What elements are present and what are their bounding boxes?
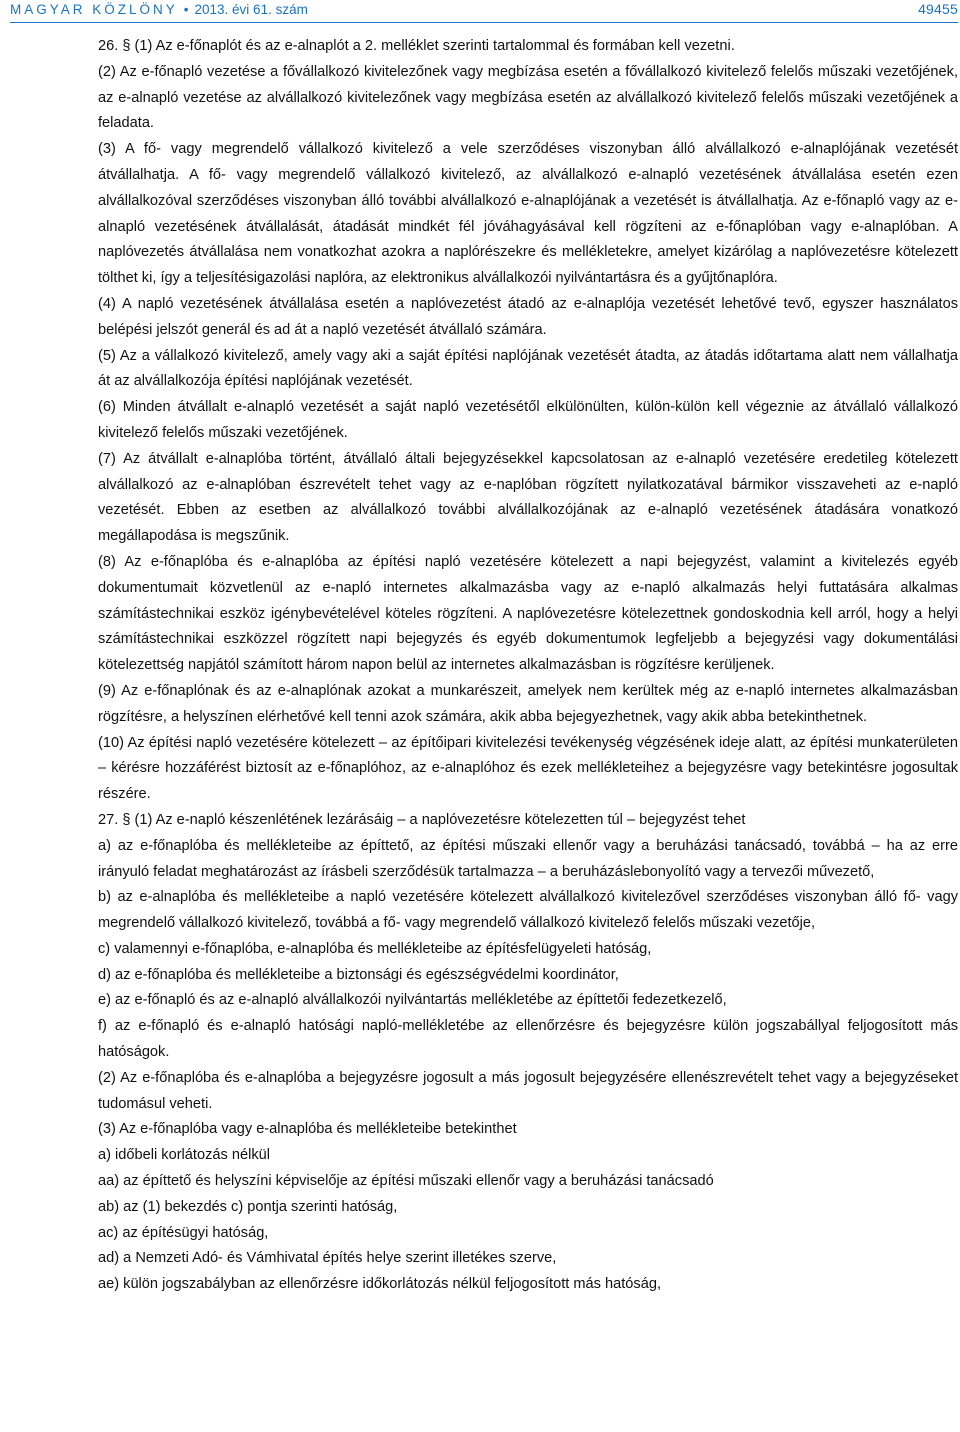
paragraph: (5) Az a vállalkozó kivitelező, amely vagy aki a saját építési naplójának vezetését átadta, az átadás időtartama alatt nem vállalhatja át az alvállalkozója építési naplójának vezetését.: [98, 347, 958, 390]
paragraph: (7) Az átvállalt e-alnaplóba történt, átvállaló általi bejegyzésekkel kapcsolatosan az e-alnapló vezetésére eredetileg kötelezett alvállalkozó az e-alnaplóban észrevételt tehet vagy az e-naplóban rögzített nyilatkozatával bármikor visszaveheti az e-napló vezetését. Ebben az esetben az alvállalkozó további alvállalkozójának az e-alnapló vezetésének átadására vonatkozó megállapodása is megszűnik.: [98, 450, 958, 545]
paragraph: (8) Az e-főnaplóba és e-alnaplóba az építési napló vezetésére kötelezett a napi bejegyzést, valamint a kivitelezés egyéb dokumentumait közvetlenül az e-napló internetes alkalmazásba vagy az e-napló alkalmazás helyi futtatására alkalmas számítástechnikai eszköz igénybevételével köteles rögzíteni. A naplóvezetésre kötelezettnek gondoskodnia kell arról, hogy a helyi számítástechnikai eszközzel rögzített napi bejegyzés és egyéb dokumentumok legfeljebb a bejegyzési vagy dokumentálási kötelezettség napjától számított három napon belül az internetes alkalmazásban is rögzítésre kerüljenek.: [98, 553, 958, 674]
page-number: 49455: [918, 1, 958, 17]
list-item: ab) az (1) bekezdés c) pontja szerinti hatóság,: [98, 1198, 398, 1215]
document-body: [98, 34, 958, 1298]
paragraph: (6) Minden átvállalt e-alnapló vezetését a saját napló vezetésétől elkülönülten, külön-külön kell végeznie az átvállaló vállalkozó kivitelező felelős műszaki vezetőjének.: [98, 399, 958, 441]
list-item: c) valamennyi e-főnaplóba, e-alnaplóba és mellékleteibe az építésfelügyeleti hatóság,: [98, 940, 652, 957]
running-head: [10, 2, 308, 17]
paragraph: (9) Az e-főnaplónak és az e-alnaplónak azokat a munkarészeit, amelyek nem kerültek még az e-napló internetes alkalmazásban rögzítésre, a helyszínen elérhetővé kell tenni azok számára, akik abba bejegyezhetnek, vagy akik abba betekinthetnek.: [98, 682, 958, 725]
list-item: a) időbeli korlátozás nélkül: [98, 1147, 270, 1164]
list-item: aa) az építtető és helyszíni képviselője az építési műszaki ellenőr vagy a beruházási tanácsadó: [98, 1173, 714, 1190]
paragraph: (3) Az e-főnaplóba vagy e-alnaplóba és mellékleteibe betekinthet: [98, 1121, 517, 1138]
journal-title: MAGYAR KÖZLÖNY: [10, 1, 178, 17]
list-item: e) az e-főnapló és az e-alnapló alvállalkozói nyilvántartás mellékletébe az építtetői fedezetkezelő,: [98, 992, 727, 1009]
list-item: b) az e-alnaplóba és mellékleteibe a napló vezetésére kötelezett alvállalkozó kivitelezővel szerződéses viszonyban álló fő- vagy megrendelő vállalkozó kivitelező, továbbá a fő- vagy megrendelő vállalkozó kivitelező felelős műszaki vezetője,: [98, 889, 958, 932]
paragraph: 26. § (1) Az e-főnaplót és az e-alnaplót a 2. melléklet szerinti tartalommal és formában kell vezetni.: [98, 38, 735, 54]
issue-label: 2013. évi 61. szám: [194, 1, 308, 17]
header-divider: [10, 22, 958, 23]
paragraph: (10) Az építési napló vezetésére kötelezett – az építőipari kivitelezési tevékenység végzésének ideje alatt, az építési munkaterületen – kérésre hozzáférést biztosít az e-főnaplóhoz, az e-alnaplóhoz és ezek mellékleteihez a bejegyzésre vagy betekintésre jogosultak részére.: [98, 734, 958, 803]
page-header: [10, 0, 958, 18]
list-item: ac) az építésügyi hatóság,: [98, 1224, 269, 1241]
list-item: ad) a Nemzeti Adó- és Vámhivatal építés helye szerint illetékes szerve,: [98, 1250, 557, 1267]
list-item: f) az e-főnapló és e-alnapló hatósági napló-mellékletébe az ellenőrzésre és bejegyzésre külön jogszabállyal feljogosított más hatóságok.: [98, 1018, 958, 1061]
paragraph: (2) Az e-főnapló vezetése a fővállalkozó kivitelezőnek vagy megbízása esetén a fővállalkozó kivitelező felelős műszaki vezetőjének, az e-alnapló vezetése az alvállalkozó kivitelezőnek vagy megbízása esetén az alvállalkozó kivitelező felelős műszaki vezetőjének a feladata.: [98, 63, 958, 132]
paragraph: (2) Az e-főnaplóba és e-alnaplóba a bejegyzésre jogosult a más jogosult bejegyzésére ellenészrevételt tehet vagy a bejegyzéseket tudomásul veheti.: [98, 1069, 958, 1112]
paragraph: (4) A napló vezetésének átvállalása esetén a naplóvezetést átadó az e-alnaplója vezetését lehetővé tevő, egyszer használatos belépési jelszót generál és ad át a napló vezetését átvállaló számára.: [98, 295, 958, 338]
list-item: d) az e-főnaplóba és mellékleteibe a biztonsági és egészségvédelmi koordinátor,: [98, 966, 619, 983]
paragraph: (3) A fő- vagy megrendelő vállalkozó kivitelező a vele szerződéses viszonyban álló alvállalkozó e-alnaplójának vezetését átvállalhatja. A fő- vagy megrendelő vállalkozó kivitelező, az alvállalkozó e-alnapló vezetésének átvállalása esetén ezen alvállalkozóval szerződéses viszonyban álló további alvállalkozó e-alnaplójának a vezetését is átvállalhatja. Az e-főnapló vagy az e-alnapló vezetésének átvállalását, átadását mindkét fél jóváhagyásával kell rögzíteni az e-főnaplóban vagy e-alnaplóban. A naplóvezetés átvállalása nem vonatkozhat azokra a naplórészekre és mellékletekre, amelyet kizárólag a naplóvezetésre kötelezett tölthet ki, így a teljesítésigazolási naplóra, az elektronikus alvállalkozói nyilvántartásra és a gyűjtőnaplóra.: [98, 141, 958, 287]
list-item: a) az e-főnaplóba és mellékleteibe az építtető, az építési műszaki ellenőr vagy a beruházási tanácsadó, továbbá – ha az erre irányuló feladat meghatározást az írásbeli szerződésük tartalmazza – a beruházáslebonyolító vagy a tervezői művezető,: [98, 837, 958, 880]
paragraph: 27. § (1) Az e-napló készenlétének lezárásáig – a naplóvezetésre kötelezetten túl – bejegyzést tehet: [98, 811, 746, 828]
list-item: ae) külön jogszabályban az ellenőrzésre időkorlátozás nélkül feljogosított más hatóság,: [98, 1276, 661, 1293]
header-separator: •: [183, 1, 189, 17]
